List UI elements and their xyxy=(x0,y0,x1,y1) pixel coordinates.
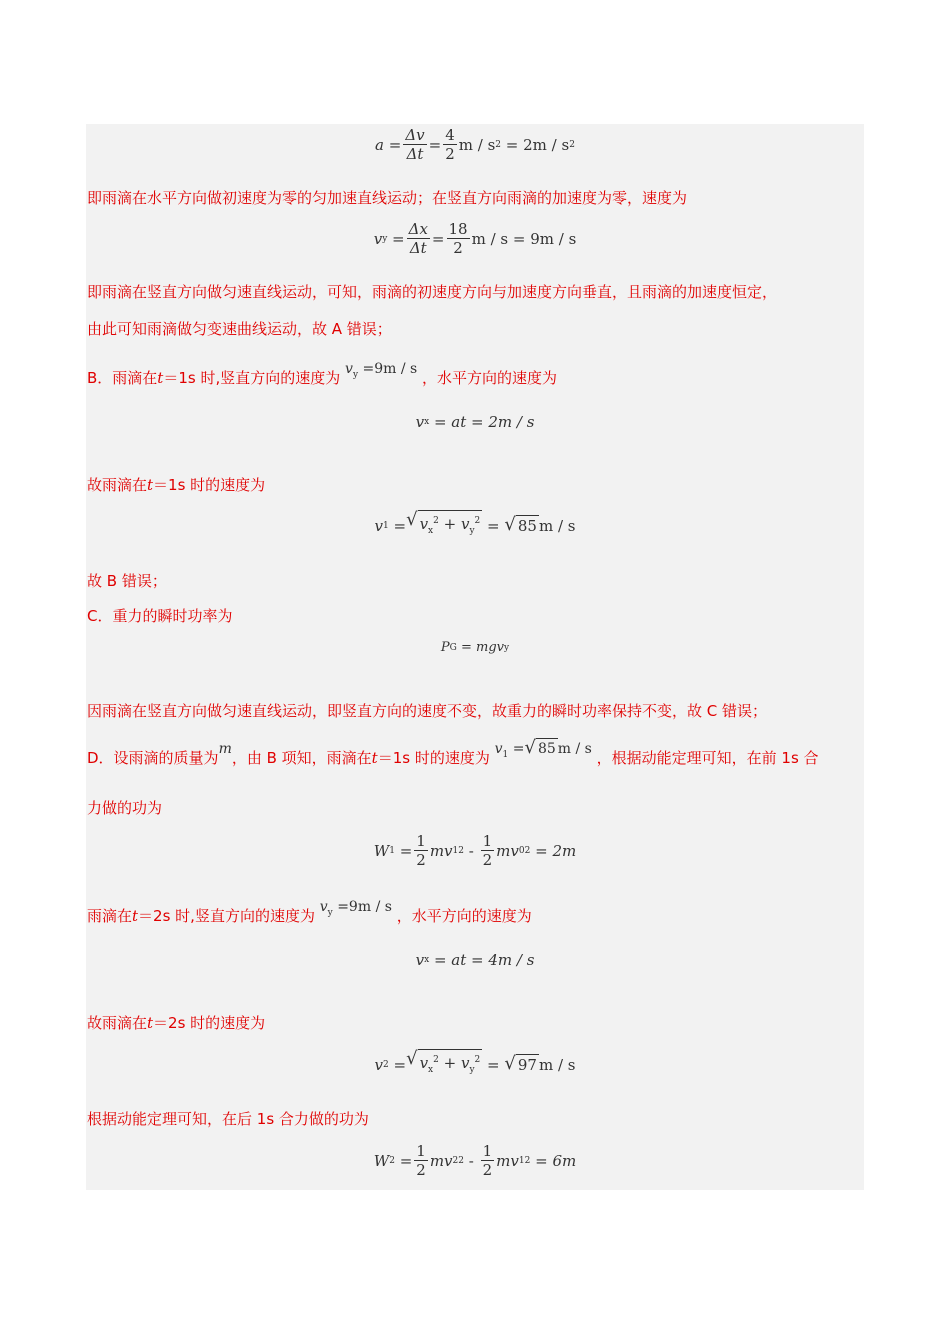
equation-work-1: W 1 = $\frac{1}{2}$ mv 1 2 - $\frac{1}{2}$ mv 0 2 = 2m xyxy=(373,832,577,869)
paragraph-work-label: 力做的功为 xyxy=(87,799,163,817)
paragraph-option-b: B．雨滴在t＝1s 时,竖直方向的速度为 $v_y =9m / s$ ，水平方向的速度为 xyxy=(87,361,557,387)
paragraph-conclusion-c: 因雨滴在竖直方向做匀速直线运动，即竖直方向的速度不变，故重力的瞬时功率保持不变，故 C 错误； xyxy=(87,702,768,720)
paragraph-option-d: D．设雨滴的质量为m，由 B 项知，雨滴在t＝1s 时的速度为 $v_1$ = √ 85 m / s ，根据动能定理可知，在前 1s 合 xyxy=(87,737,819,767)
paragraph-conclusion-a: 由此可知雨滴做匀变速曲线运动，故 A 错误； xyxy=(87,320,392,338)
paragraph-vy-2s: 雨滴在t＝2s 时,竖直方向的速度为 $v_y =9m / s$ ，水平方向的速度为 xyxy=(87,899,532,925)
paragraph-option-c: C．重力的瞬时功率为 xyxy=(87,607,233,625)
equation-vertical-velocity: v y = $\frac{\Delta x}{\Delta t}$ = $\frac{18}{2}$ m / s = 9m / s xyxy=(373,220,577,257)
paragraph-speed-1s: 故雨滴在t＝1s 时的速度为 xyxy=(87,476,266,494)
equation-v2: v 2 = √ $v_x^2 + v_y^2$ = √ 97 m / s xyxy=(86,1049,864,1080)
paragraph-uniform-motion: 即雨滴在竖直方向做匀速直线运动，可知，雨滴的初速度方向与加速度方向垂直，且雨滴的加速度恒定， xyxy=(87,283,778,301)
inline-vy: $v_y =9m / s$ xyxy=(345,361,418,380)
equation-power: P G = mgv y xyxy=(440,640,510,655)
inline-v1: $v_1$ = √ 85 m / s xyxy=(494,737,592,760)
equation-acceleration: a = $\frac{\Delta v}{\Delta t}$ = $\frac{4}{2}$ m / s 2 = 2m / s 2 xyxy=(375,126,575,163)
paragraph-work-later: 根据动能定理可知，在后 1s 合力做的功为 xyxy=(87,1110,369,1128)
paragraph-horizontal-motion: 即雨滴在水平方向做初速度为零的匀加速直线运动；在竖直方向雨滴的加速度为零，速度为 xyxy=(87,189,688,207)
equation-v1: v 1 = √ $v_x^2 + v_y^2$ = √ 85 m / s xyxy=(86,510,864,541)
paragraph-conclusion-b: 故 B 错误； xyxy=(87,572,167,590)
paragraph-speed-2s: 故雨滴在t＝2s 时的速度为 xyxy=(87,1014,266,1032)
equation-vx-2s: v x = at = 4m / s xyxy=(415,951,535,969)
inline-vy-2s: $v_y =9m / s$ xyxy=(319,899,392,918)
equation-vx-1s: v x = at = 2m / s xyxy=(415,413,535,431)
equation-work-2: W 2 = $\frac{1}{2}$ mv 2 2 - $\frac{1}{2}$ mv 1 2 = 6m xyxy=(373,1142,577,1179)
